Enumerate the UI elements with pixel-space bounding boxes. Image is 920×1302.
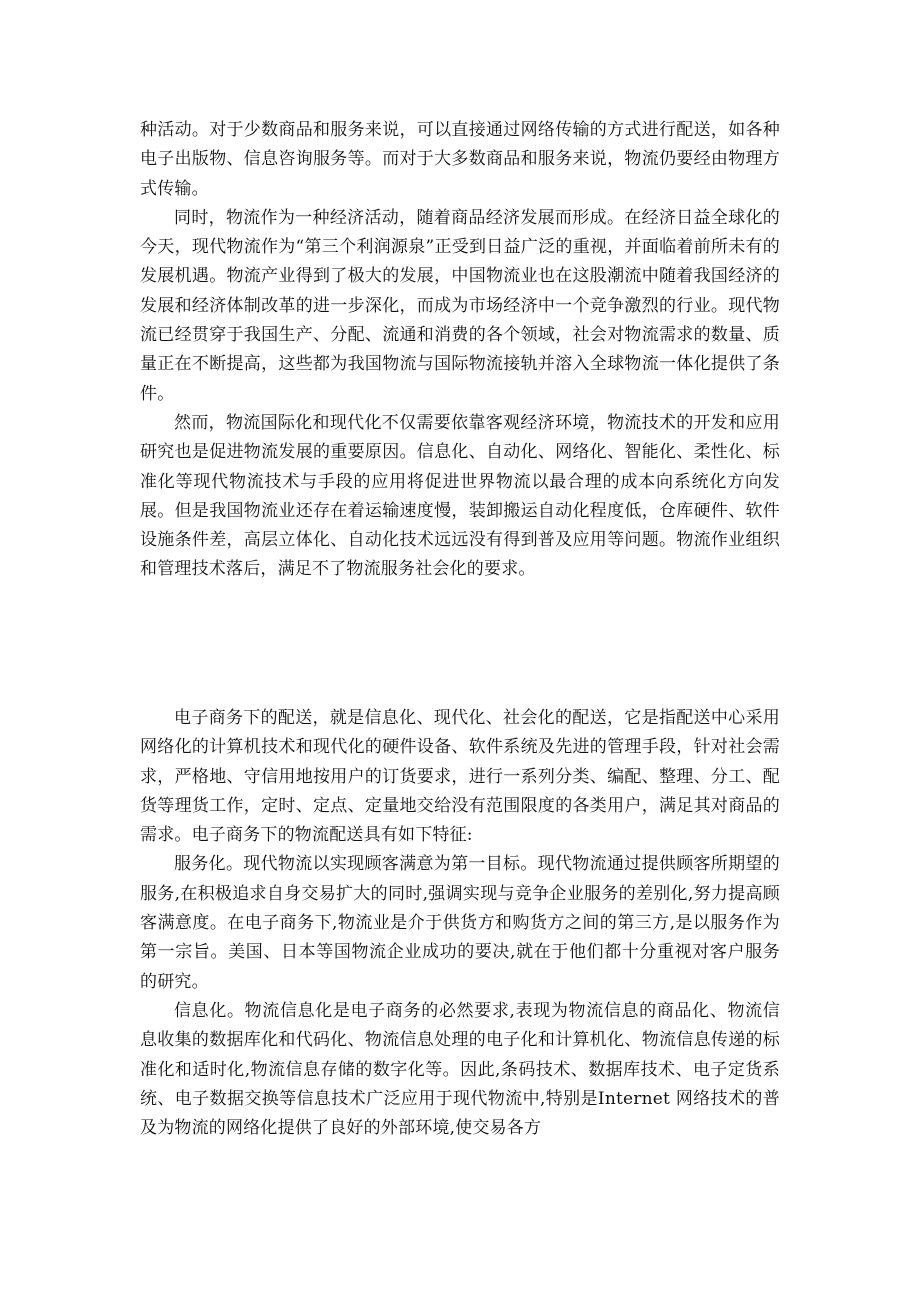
paragraph-continuation: 种活动。对于少数商品和服务来说，可以直接通过网络传输的方式进行配送，如各种电子出版物、信息咨询服务等。而对于大多数商品和服务来说，物流仍要经由物理方式传输。 [140, 120, 780, 199]
paragraph-modern-logistics: 同时，物流作为一种经济活动，随着商品经济发展而形成。在经济日益全球化的今天，现代物流作为“第三个利润源泉”正受到日益广泛的重视，并面临着前所未有的发展机遇。物流产业得到了极大的发展，中国物流业也在这股潮流中随着我国经济的发展和经济体制改革的进一步深化，而成为市场经济中一个竞争激烈的行业。现代物流已经贯穿于我国生产、分配、流通和消费的各个领域，社会对物流需求的数量、质量正在不断提高，这些都为我国物流与国际物流接轨并溶入全球物流一体化提供了条件。 [140, 207, 780, 404]
paragraph-informatization: 信息化。物流信息化是电子商务的必然要求,表现为物流信息的商品化、物流信息收集的数据库化和代码化、物流信息处理的电子化和计算机化、物流信息传递的标准化和适时化,物流信息存储的数字化等。因此,条码技术、数据库技术、电子定货系统、电子数据交换等信息技术广泛应用于现代物流中,特别是Internet 网络技术的普及为物流的网络化提供了良好的外部环境,使交易各方 [140, 1000, 780, 1139]
text-section-two [140, 704, 780, 1143]
paragraph-ecommerce-delivery: 电子商务下的配送，就是信息化、现代化、社会化的配送，它是指配送中心采用网络化的计算机技术和现代化的硬件设备、软件系统及先进的管理手段，针对社会需求，严格地、守信用地按用户的订货要求，进行一系列分类、编配、整理、分工、配货等理货工作，定时、定点、定量地交给没有范围限度的各类用户，满足其对商品的需求。电子商务下的物流配送具有如下特征: [140, 708, 780, 846]
text-section-one [140, 116, 780, 585]
paragraph-logistics-technology: 然而，物流国际化和现代化不仅需要依靠客观经济环境，物流技术的开发和应用研究也是促进物流发展的重要原因。信息化、自动化、网络化、智能化、柔性化、标准化等现代物流技术与手段的应用将促进世界物流以最合理的成本向系统化方向发展。但是我国物流业还存在着运输速度慢，装卸搬运自动化程度低，仓库硬件、软件设施条件差，高层立体化、自动化技术远远没有得到普及应用等问题。物流作业组织和管理技术落后，满足不了物流服务社会化的要求。 [140, 412, 780, 580]
paragraph-service-orientation: 服务化。现代物流以实现顾客满意为第一目标。现代物流通过提供顾客所期望的服务,在积极追求自身交易扩大的同时,强调实现与竞争企业服务的差别化,努力提高顾客满意度。在电子商务下,物流业是介于供货方和购货方之间的第三方,是以服务作为第一宗旨。美国、日本等国物流企业成功的要决,就在于他们都十分重视对客户服务的研究。 [140, 854, 780, 992]
